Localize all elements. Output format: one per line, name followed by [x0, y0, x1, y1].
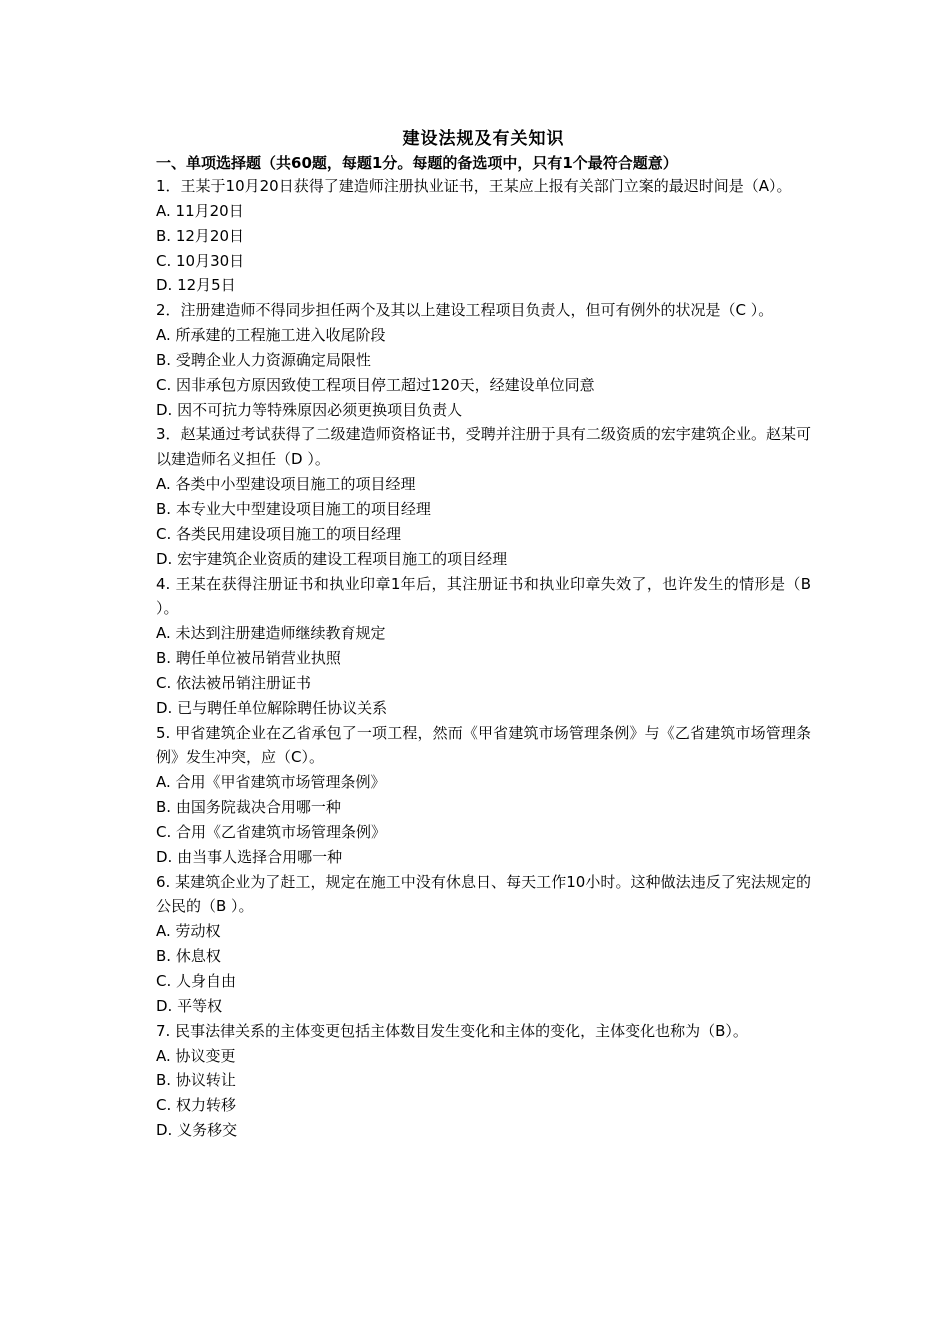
question-block	[156, 870, 811, 1019]
option-b: B. 受聘企业人力资源确定局限性	[156, 350, 371, 369]
question-text: 7. 民事法律关系的主体变更包括主体数目发生变化和主体的变化，主体变化也称为（B）。	[156, 1021, 748, 1040]
question-block	[156, 572, 811, 721]
option-b: B. 聘任单位被吊销营业执照	[156, 649, 341, 668]
section-heading: 一、单项选择题（共60题，每题1分。每题的备选项中，只有1个最符合题意）	[156, 154, 678, 172]
question-text: 1．王某于10月20日获得了建造师注册执业证书，王某应上报有关部门立案的最迟时间是（A）。	[156, 177, 792, 195]
option-b: B. 由国务院裁决合用哪一种	[156, 798, 341, 817]
question-block	[156, 174, 811, 298]
option-c: C. 各类民用建设项目施工的项目经理	[156, 524, 402, 543]
option-a: A. 11月20日	[156, 201, 244, 220]
option-d: D. 已与聘任单位解除聘任协议关系	[156, 698, 388, 717]
option-d: D. 由当事人选择合用哪一种	[156, 847, 343, 866]
option-b: B. 12月20日	[156, 226, 245, 245]
option-a: A. 未达到注册建造师继续教育规定	[156, 624, 386, 643]
question-block	[156, 298, 811, 422]
document-title: 建设法规及有关知识	[402, 129, 565, 149]
question-text: 5. 甲省建筑企业在乙省承包了一项工程，然而《甲省建筑市场管理条例》与《乙省建筑市场管理条例》发生冲突，应（C）。	[156, 723, 811, 767]
question-block	[156, 422, 811, 571]
question-block	[156, 721, 811, 870]
option-a: A. 劳动权	[156, 922, 221, 941]
option-d: D. 义务移交	[156, 1121, 238, 1140]
option-c: C. 依法被吊销注册证书	[156, 673, 312, 692]
option-a: A. 合用《甲省建筑市场管理条例》	[156, 773, 386, 792]
option-d: D. 平等权	[156, 996, 223, 1015]
question-text: 6. 某建筑企业为了赶工，规定在施工中没有休息日、每天工作10小时。这种做法违反了宪法规定的公民的（B ）。	[156, 872, 811, 916]
option-d: D. 宏宇建筑企业资质的建设工程项目施工的项目经理	[156, 549, 508, 568]
document-page	[156, 126, 811, 1143]
option-b: B. 本专业大中型建设项目施工的项目经理	[156, 499, 431, 518]
option-a: A. 各类中小型建设项目施工的项目经理	[156, 475, 416, 494]
option-c: C. 人身自由	[156, 972, 237, 990]
option-d: D. 12月5日	[156, 276, 236, 295]
option-a: A. 协议变更	[156, 1046, 236, 1065]
option-b: B. 协议转让	[156, 1071, 236, 1090]
option-c: C. 合用《乙省建筑市场管理条例》	[156, 822, 387, 841]
question-text: 2．注册建造师不得同步担任两个及其以上建设工程项目负责人，但可有例外的状况是（C ）。	[156, 301, 774, 320]
option-a: A. 所承建的工程施工进入收尾阶段	[156, 326, 386, 345]
question-text: 3．赵某通过考试获得了二级建造师资格证书，受聘并注册于具有二级资质的宏宇建筑企业。赵某可以建造师名义担任（D ）。	[156, 425, 811, 469]
option-c: C. 因非承包方原因致使工程项目停工超过120天，经建设单位同意	[156, 375, 595, 394]
question-block	[156, 1019, 811, 1143]
option-b: B. 休息权	[156, 947, 221, 966]
option-c: C. 10月30日	[156, 251, 245, 270]
question-text: 4. 王某在获得注册证书和执业印章1年后，其注册证书和执业印章失效了，也许发生的情形是（B ）。	[156, 574, 811, 618]
option-c: C. 权力转移	[156, 1096, 237, 1115]
option-d: D. 因不可抗力等特殊原因必须更换项目负责人	[156, 400, 463, 419]
